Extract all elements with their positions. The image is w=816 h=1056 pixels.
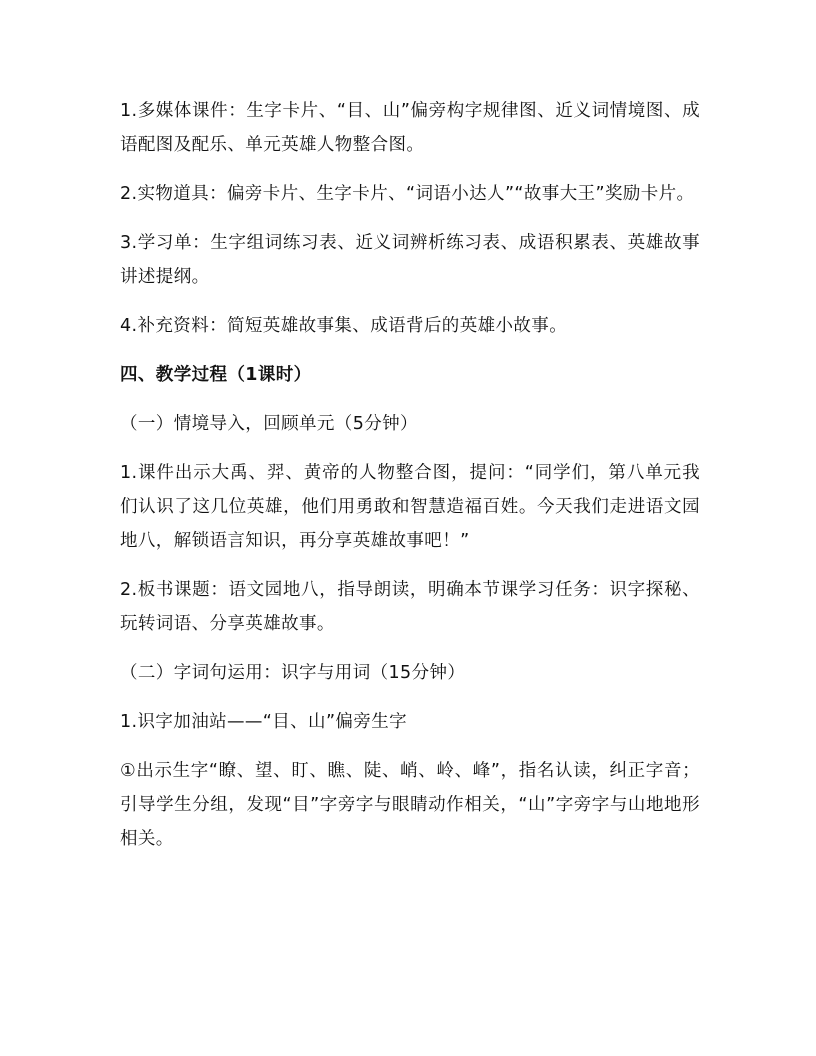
word-use-step-1-detail: ①出示生字“瞭、望、盯、瞧、陡、峭、岭、峰”，指名认读，纠正字音；引导学生分组，发现“目”字旁字与眼睛动作相关，“山”字旁字与山地地形相关。: [120, 761, 700, 849]
materials-item-worksheet: 3.学习单：生字组词练习表、近义词辨析练习表、成语积累表、英雄故事讲述提纲。: [120, 233, 700, 287]
introduction-step-2: 2.板书课题：语文园地八，指导朗读，明确本节课学习任务：识字探秘、玩转词语、分享英雄故事。: [120, 580, 700, 634]
materials-item-multimedia: 1.多媒体课件：生字卡片、“目、山”偏旁构字规律图、近义词情境图、成语配图及配乐、单元英雄人物整合图。: [120, 101, 700, 155]
subsection-heading-introduction: （一）情境导入，回顾单元（5分钟）: [120, 414, 418, 434]
subsection-heading-word-use: （二）字词句运用：识字与用词（15分钟）: [120, 663, 466, 683]
section-heading-teaching-process: 四、教学过程（1课时）: [120, 365, 312, 385]
materials-item-supplementary: 4.补充资料：简短英雄故事集、成语背后的英雄小故事。: [120, 316, 568, 336]
materials-item-props: 2.实物道具：偏旁卡片、生字卡片、“词语小达人”“故事大王”奖励卡片。: [120, 184, 695, 204]
introduction-step-1: 1.课件出示大禹、羿、黄帝的人物整合图，提问：“同学们，第八单元我们认识了这几位英雄，他们用勇敢和智慧造福百姓。今天我们走进语文园地八，解锁语言知识，再分享英雄故事吧！”: [120, 463, 700, 551]
word-use-step-1-title: 1.识字加油站——“目、山”偏旁生字: [120, 712, 408, 732]
document-body: [120, 94, 700, 871]
